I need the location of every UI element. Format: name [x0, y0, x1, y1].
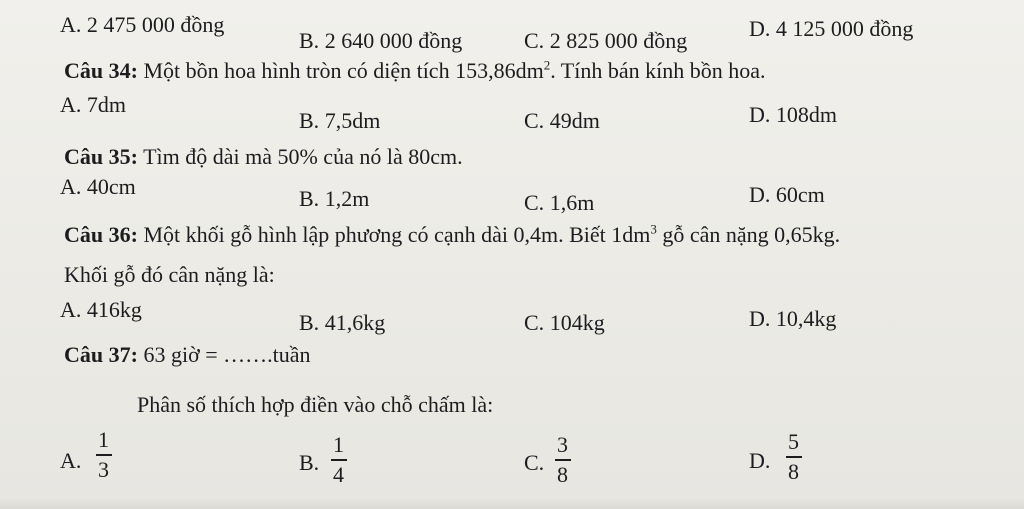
q33-option-b: B. 2 640 000 đồng	[299, 28, 463, 53]
q35-option-d: D. 60cm	[749, 182, 825, 207]
q33-option-d: D. 4 125 000 đồng	[749, 16, 914, 41]
q35-option-a: A. 40cm	[60, 174, 136, 199]
q37-label: Câu 37:	[64, 342, 138, 367]
q36-option-a: A. 416kg	[60, 297, 142, 322]
q34-option-d: D. 108dm	[749, 102, 838, 127]
q34-question: Câu 34: Một bồn hoa hình tròn có diện tích $153,86dm^2$. Tính bán kính bồn hoa.	[64, 57, 766, 83]
q37-option-a-letter: A.	[60, 448, 82, 473]
q36-option-b: B. 41,6kg	[299, 310, 386, 335]
q33-option-a: A. 2 475 000 đồng	[60, 12, 225, 37]
q37-option-b-fraction: 1 4	[330, 434, 347, 486]
q34-option-c: C. 49dm	[524, 108, 600, 133]
q35-option-b: B. 1,2m	[299, 186, 370, 211]
q37-question: Câu 37: 63 giờ = …….tuần	[64, 342, 311, 367]
q34-option-b: B. 7,5dm	[299, 108, 381, 133]
q36-question: Câu 36: Một khối gỗ hình lập phương có cạnh dài 0,4m. Biết $1dm^3$ gỗ cân nặng 0,65kg.	[64, 221, 841, 247]
q36-option-d: D. 10,4kg	[749, 306, 837, 331]
q35-option-c: C. 1,6m	[524, 190, 595, 215]
q37-prompt: Phân số thích hợp điền vào chỗ chấm là:	[137, 392, 494, 417]
page-bottom-edge	[0, 496, 1024, 509]
q37-option-c-fraction: 3 8	[554, 434, 571, 486]
q37-option-b-letter: B.	[299, 450, 320, 475]
q36-question-line2: Khối gỗ đó cân nặng là:	[64, 262, 275, 287]
q37-option-a-fraction: 1 3	[95, 429, 112, 481]
q34-label: Câu 34:	[64, 58, 138, 83]
q36-label: Câu 36:	[64, 222, 138, 247]
q37-option-c-letter: C.	[524, 450, 545, 475]
q37-option-d-letter: D.	[749, 448, 771, 473]
q33-option-c: C. 2 825 000 đồng	[524, 28, 688, 53]
q34-option-a: A. 7dm	[60, 92, 127, 117]
q35-question: Câu 35: Tìm độ dài mà 50% của nó là 80cm.	[64, 144, 463, 169]
q36-option-c: C. 104kg	[524, 310, 605, 335]
q37-option-d-fraction: 5 8	[785, 431, 802, 483]
q35-label: Câu 35:	[64, 144, 138, 169]
